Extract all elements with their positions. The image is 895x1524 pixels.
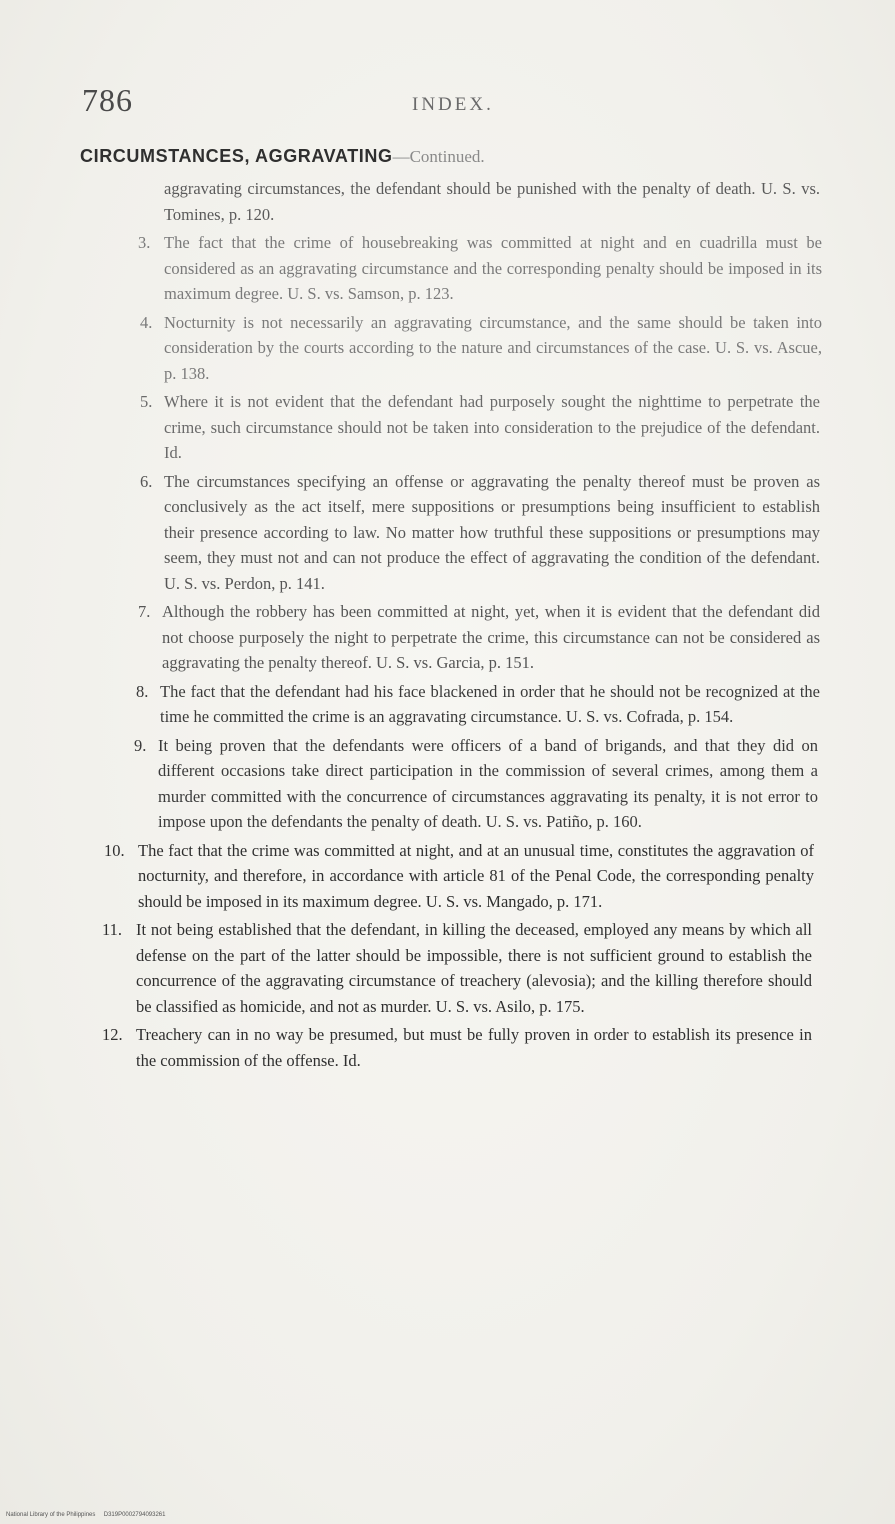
page-number: 786: [82, 82, 133, 118]
entry-number: 5.: [140, 392, 153, 411]
entry-number: 4.: [140, 312, 153, 332]
index-entry-7: [138, 599, 820, 676]
footer-record-id: D319P0002794093261: [103, 1512, 166, 1518]
entry-text: It not being established that the defendant, in killing the deceased, employed any means by which all defense on the part of the latter should be impossible, there is not sufficient ground to establish the concurrence of the aggravating circumstance of treachery (alevosia); and the killing therefore should be classified as homicide, and not as murder. U. S. vs. Asilo, p. 175.: [136, 920, 812, 1016]
entry-text: Where it is not evident that the defendant had purposely sought the nighttime to perpetrate the crime, such circumstance should not be taken into consideration to the prejudice of the defendant. Id.: [164, 392, 820, 462]
entry-text: Although the robbery has been committed at night, yet, when it is evident that the defendant did not choose purposely the night to perpetrate the crime, this circumstance can not be considered as aggravating the penalty thereof. U. S. vs. Garcia, p. 151.: [162, 602, 820, 672]
entry-text: The circumstances specifying an offense or aggravating the penalty thereof must be proven as conclusively as the act itself, mere suppositions or presumptions being insufficient to establish their presence according to law. No matter how truthful these suppositions or presumptions may seem, they must not and can not produce the effect of aggravating the condition of the defendant. U. S. vs. Perdon, p. 141.: [164, 471, 820, 593]
entry-text: The fact that the crime of housebreaking was committed at night and en cuadrilla must be considered as an aggravating circumstance and the corresponding penalty should be imposed in its maximum degree. U. S. vs. Samson, p. 123.: [164, 233, 822, 303]
section-heading: [80, 146, 485, 167]
entry-number: 8.: [136, 681, 149, 701]
entry-number: 9.: [134, 735, 147, 755]
entry-number: 11.: [102, 920, 123, 939]
entry-text: Treachery can in no way be presumed, but must be fully proven in order to establish its presence in the commission of the offense. Id.: [136, 1025, 812, 1070]
index-entry-9: [134, 733, 818, 835]
page-header: [82, 82, 822, 132]
running-title: INDEX.: [412, 94, 494, 115]
entry-number: 10.: [104, 840, 125, 860]
index-entry-12: [102, 1022, 812, 1073]
index-entry-5: [140, 389, 820, 466]
index-entry-4: [140, 310, 822, 387]
index-entry-11: [102, 917, 812, 1019]
index-entry-8: [136, 679, 820, 730]
entry-text: It being proven that the defendants were officers of a band of brigands, and that they did on different occasions take direct participation in the commission of several crimes, among them a murder committed with the concurrence of circumstances aggravating its penalty, it is not error to impose upon the defendants the penalty of death. U. S. vs. Patiño, p. 160.: [158, 735, 818, 831]
carryover-paragraph: aggravating circumstances, the defendant should be punished with the penalty of death. U. S. vs. Tomines, p. 120.: [164, 179, 820, 224]
entry-number: 12.: [102, 1025, 123, 1044]
entry-text: The fact that the defendant had his face blackened in order that he should not be recognized at the time he committed the crime is an aggravating circumstance. U. S. vs. Cofrada, p. 154.: [160, 681, 820, 726]
entry-number: 7.: [138, 602, 151, 621]
index-body: [0, 176, 895, 1073]
footer-library: National Library of the Philippines: [6, 1512, 96, 1518]
index-entry-6: [140, 469, 820, 597]
section-title: CIRCUMSTANCES, AGGRAVATING: [80, 146, 393, 166]
entry-text: Nocturnity is not necessarily an aggravating circumstance, and the same should be taken into consideration by the courts according to the nature and circumstances of the case. U. S. vs. Ascue, p. 138.: [164, 312, 822, 383]
entry-number: 3.: [138, 233, 151, 252]
entry-number: 6.: [140, 471, 153, 491]
section-continued: —Continued.: [392, 147, 485, 166]
index-entry-10: [104, 838, 814, 915]
scan-footer: [6, 1512, 165, 1518]
index-entry-3: [138, 230, 822, 307]
entry-text: The fact that the crime was committed at night, and at an unusual time, constitutes the aggravation of nocturnity, and therefore, in accordance with article 81 of the Penal Code, the corresponding penalty should be imposed in its maximum degree. U. S. vs. Mangado, p. 171.: [138, 840, 814, 911]
